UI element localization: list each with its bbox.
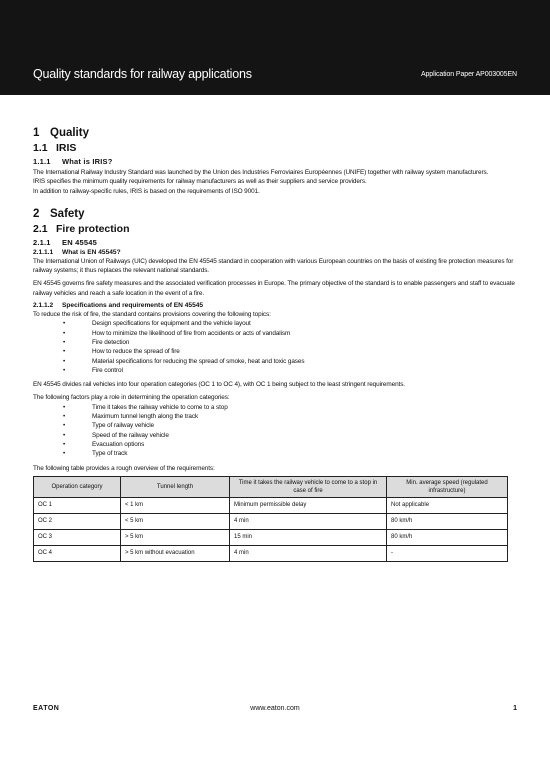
heading-text: Quality xyxy=(50,127,89,139)
list-item: • Material specifications for reducing the spread of smoke, heat and toxic gases xyxy=(63,357,305,365)
heading-text: Safety xyxy=(50,207,85,220)
column-header: Min. average speed (regulated infrastructure) xyxy=(387,476,508,497)
heading-text: What is IRIS? xyxy=(62,157,113,166)
list-item-text: Type of railway vehicle xyxy=(92,422,154,430)
list-item: • Time it takes the railway vehicle to come to a stop xyxy=(63,403,228,411)
brand-logo: EATON xyxy=(33,705,60,712)
page-footer xyxy=(33,705,517,717)
heading-number: 2 xyxy=(33,207,40,220)
heading-text: Fire protection xyxy=(56,222,130,235)
list-item-text: Fire detection xyxy=(92,338,130,346)
heading-text: EN 45545 xyxy=(62,237,97,247)
table-cell: Not applicable xyxy=(387,497,508,513)
list-item: • Maximum tunnel length along the track xyxy=(63,413,199,421)
table-header-row xyxy=(34,476,508,497)
table-row xyxy=(34,529,508,545)
heading-number: 2.1.1.1 xyxy=(33,248,54,256)
table-cell: OC 1 xyxy=(34,497,121,513)
table-cell: OC 3 xyxy=(34,529,121,545)
list-item-text: How to reduce the spread of fire xyxy=(92,348,180,356)
heading-number: 2.1.1.2 xyxy=(33,302,54,310)
heading-text: Specifications and requirements of EN 45545 xyxy=(62,302,204,310)
heading-number: 1.1.1 xyxy=(33,157,51,166)
list-item-text: Time it takes the railway vehicle to come to a stop xyxy=(92,403,228,411)
table-cell: 4 min xyxy=(230,513,387,529)
heading-number: 1.1 xyxy=(33,142,48,154)
list-item: • Design specifications for equipment and the vehicle layout xyxy=(63,320,251,328)
table-cell: > 5 km xyxy=(121,529,230,545)
table-cell: OC 2 xyxy=(34,513,121,529)
table-cell: 15 min xyxy=(230,529,387,545)
list-item: • Speed of the railway vehicle xyxy=(63,431,169,439)
table-cell: 80 km/h xyxy=(387,529,508,545)
requirements-table xyxy=(33,476,508,562)
heading-fire-protection xyxy=(33,223,517,235)
heading-what-is-en45545 xyxy=(33,249,517,256)
heading-quality xyxy=(33,127,517,139)
column-header: Time it takes the railway vehicle to come to a stop in case of fire xyxy=(230,476,387,497)
list-item: • How to reduce the spread of fire xyxy=(63,348,180,356)
list-item-text: Speed of the railway vehicle xyxy=(92,431,169,439)
heading-iris xyxy=(33,142,517,154)
paragraph: The following factors play a role in determining the operation categories: xyxy=(33,394,230,402)
heading-what-is-iris xyxy=(33,157,517,166)
page-number: 1 xyxy=(513,705,517,712)
column-header: Operation category xyxy=(34,476,121,497)
list-item: • Type of track xyxy=(63,450,128,458)
list-item-text: How to minimize the likelihood of fire from accidents or acts of vandalism xyxy=(92,329,291,337)
heading-text: What is EN 45545? xyxy=(62,248,121,256)
list-item-text: Evacuation options xyxy=(92,440,145,448)
heading-specifications xyxy=(33,302,517,309)
table-cell: - xyxy=(387,545,508,561)
list-item: • How to minimize the likelihood of fire from accidents or acts of vandalism xyxy=(63,329,291,337)
list-item-text: Fire control xyxy=(92,366,123,374)
paper-number: Application Paper AP003005EN xyxy=(420,71,517,78)
factors-list xyxy=(33,403,517,459)
footer-url[interactable]: www.eaton.com xyxy=(250,705,300,712)
heading-text: IRIS xyxy=(56,142,77,154)
table-cell: < 5 km xyxy=(121,513,230,529)
header-bar xyxy=(0,0,550,95)
list-item-text: Material specifications for reducing the spread of smoke, heat and toxic gases xyxy=(92,357,305,365)
document-body xyxy=(33,127,517,562)
paragraph: IRIS specifies the minimum quality requirements for railway manufacturers as well as their suppliers and service providers. xyxy=(33,178,367,186)
heading-en45545 xyxy=(33,238,517,247)
table-cell: > 5 km without evacuation xyxy=(121,545,230,561)
table-cell: < 1 km xyxy=(121,497,230,513)
list-item-text: Type of track xyxy=(92,450,128,458)
paragraph: EN 45545 divides rail vehicles into four operation categories (OC 1 to OC 4), with OC 1 being subject to the least stringent requirements. xyxy=(33,381,405,389)
table-row xyxy=(34,513,508,529)
table-row xyxy=(34,497,508,513)
list-item: • Fire control xyxy=(63,366,123,374)
paragraph: The International Railway Industry Standard was launched by the Union des Industries Ferroviaires Européennes (UNIFE) together with railway system manufacturers. xyxy=(33,169,489,176)
document-title: Quality standards for railway applications xyxy=(33,67,252,81)
table-cell: OC 4 xyxy=(34,545,121,561)
column-header: Tunnel length xyxy=(121,476,230,497)
table-row xyxy=(34,545,508,561)
paragraph: EN 45545 governs fire safety measures and the associated verification processes in Europe. The primary objective of the standard is to enable passengers and staff to evacuate railway vehicles and reach a safe location in the event of a fire. xyxy=(33,280,515,297)
heading-number: 2.1 xyxy=(33,222,48,235)
paragraph: To reduce the risk of fire, the standard contains provisions covering the following topics: xyxy=(33,311,271,319)
list-item: • Type of railway vehicle xyxy=(63,422,154,430)
paragraph: The International Union of Railways (UIC) developed the EN 45545 standard in cooperation with various European countries on the basis of existing fire protection measures for railway systems; it thus replaces the relevant national standards. xyxy=(33,257,514,275)
list-item-text: Design specifications for equipment and the vehicle layout xyxy=(92,320,251,328)
heading-number: 1 xyxy=(33,127,40,139)
heading-safety xyxy=(33,208,517,220)
table-cell: 80 km/h xyxy=(387,513,508,529)
paragraph: In addition to railway-specific rules, IRIS is based on the requirements of ISO 9001. xyxy=(33,187,260,195)
list-item: • Evacuation options xyxy=(63,440,145,448)
list-item: • Fire detection xyxy=(63,338,130,346)
paragraph: The following table provides a rough overview of the requirements: xyxy=(33,464,215,472)
table-cell: 4 min xyxy=(230,545,387,561)
topics-list xyxy=(33,319,517,375)
list-item-text: Maximum tunnel length along the track xyxy=(92,413,199,421)
heading-number: 2.1.1 xyxy=(33,237,51,247)
table-cell: Minimum permissible delay xyxy=(230,497,387,513)
